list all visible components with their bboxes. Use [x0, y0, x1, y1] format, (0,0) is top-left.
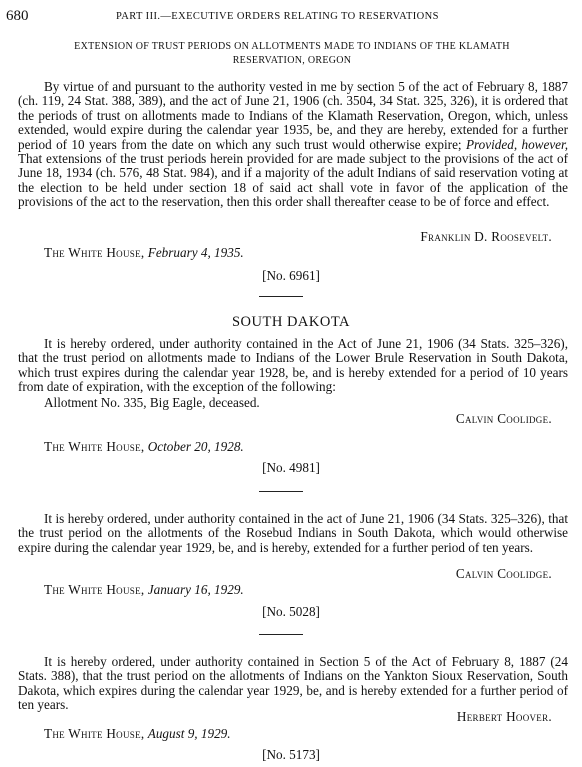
- signature: Franklin D. Roosevelt.: [420, 229, 552, 244]
- place: The White House,: [44, 439, 145, 454]
- place-date: [44, 439, 244, 455]
- signature: Calvin Coolidge.: [455, 411, 552, 426]
- date: October 20, 1928.: [147, 439, 244, 454]
- body-text: That extensions of the trust periods herein provided for are made subject to the provisions of the act of June 18, 1934 (ch. 576, 48 Stat. 984), and if a majority of the adult Indians of said reservation voting at the election to be held under section 18 of said act shall vote in favor of the application of the provisions of the act to the reservation, then this order shall thereafter cease to be of force and effect.: [18, 151, 568, 210]
- place: The White House,: [44, 582, 145, 597]
- order-number: [No. 6961]: [262, 268, 320, 283]
- order-number: [No. 5173]: [262, 747, 320, 762]
- page-number: 680: [6, 8, 29, 24]
- exception-item: Allotment No. 335, Big Eagle, deceased.: [44, 395, 260, 410]
- divider: [259, 491, 303, 492]
- divider: [259, 634, 303, 635]
- place-date: [44, 582, 244, 598]
- section-title: [18, 40, 566, 68]
- place: The White House,: [44, 726, 145, 741]
- place-date: [44, 726, 231, 742]
- section-title-line: EXTENSION OF TRUST PERIODS ON ALLOTMENTS MADE TO INDIANS OF THE KLAMATH: [74, 41, 510, 52]
- klamath-order-body: [18, 80, 568, 210]
- section-title-line: RESERVATION, OREGON: [232, 55, 352, 66]
- proviso-text: Provided, however,: [465, 136, 568, 152]
- page-header: [6, 8, 576, 28]
- place: The White House,: [44, 245, 145, 260]
- running-head: PART III.—EXECUTIVE ORDERS RELATING TO RESERVATIONS: [116, 11, 439, 22]
- date: February 4, 1935.: [147, 245, 244, 260]
- order-number: [No. 4981]: [262, 460, 320, 475]
- divider: [259, 296, 303, 297]
- date: January 16, 1929.: [147, 582, 244, 597]
- rosebud-order-body: It is hereby ordered, under authority contained in the act of June 21, 1906 (34 Stats. 325–326), that the trust period on the allotments of the Rosebud Indians in South Dakota, which would otherwise expire during the calendar year 1929, be, and is hereby, extended for a further period of ten years.: [18, 511, 568, 555]
- signature: Calvin Coolidge.: [455, 566, 552, 581]
- place-date: [44, 245, 244, 261]
- yankton-order-body: It is hereby ordered, under authority contained in Section 5 of the Act of February 8, 1887 (24 Stats. 388), that the trust period on the allotments of Indians on the Yankton Sioux Reservation, South Dakota, which expires during the calendar year 1929, be, and is hereby extended for a further period of ten years.: [18, 654, 568, 713]
- section-heading: SOUTH DAKOTA: [231, 314, 350, 330]
- date: August 9, 1929.: [147, 726, 231, 741]
- signature: Herbert Hoover.: [456, 709, 552, 724]
- lower-brule-order-body: It is hereby ordered, under authority contained in the Act of June 21, 1906 (34 Stats. 325–326), that the trust period on allotments made to Indians of the Lower Brule Reservation in South Dakota, which trust expires during the calendar year 1928, be, and is hereby extended for a period of 10 years from date of expiration, with the exception of the following:: [18, 336, 568, 395]
- order-number: [No. 5028]: [262, 604, 320, 619]
- body-text: By virtue of and pursuant to the authority vested in me by section 5 of the act of February 8, 1887 (ch. 119, 24 Stat. 388, 389), and the act of June 21, 1906 (ch. 3504, 34 Stat. 325, 326), it is ordered that the periods of trust on allotments made to Indians of the Klamath Reservation, Oregon, which, unless extended, would expire during the calendar year 1935, be, and they are hereby, extended for a further period of 10 years from the date on which any such trust would otherwise expire;: [18, 79, 568, 152]
